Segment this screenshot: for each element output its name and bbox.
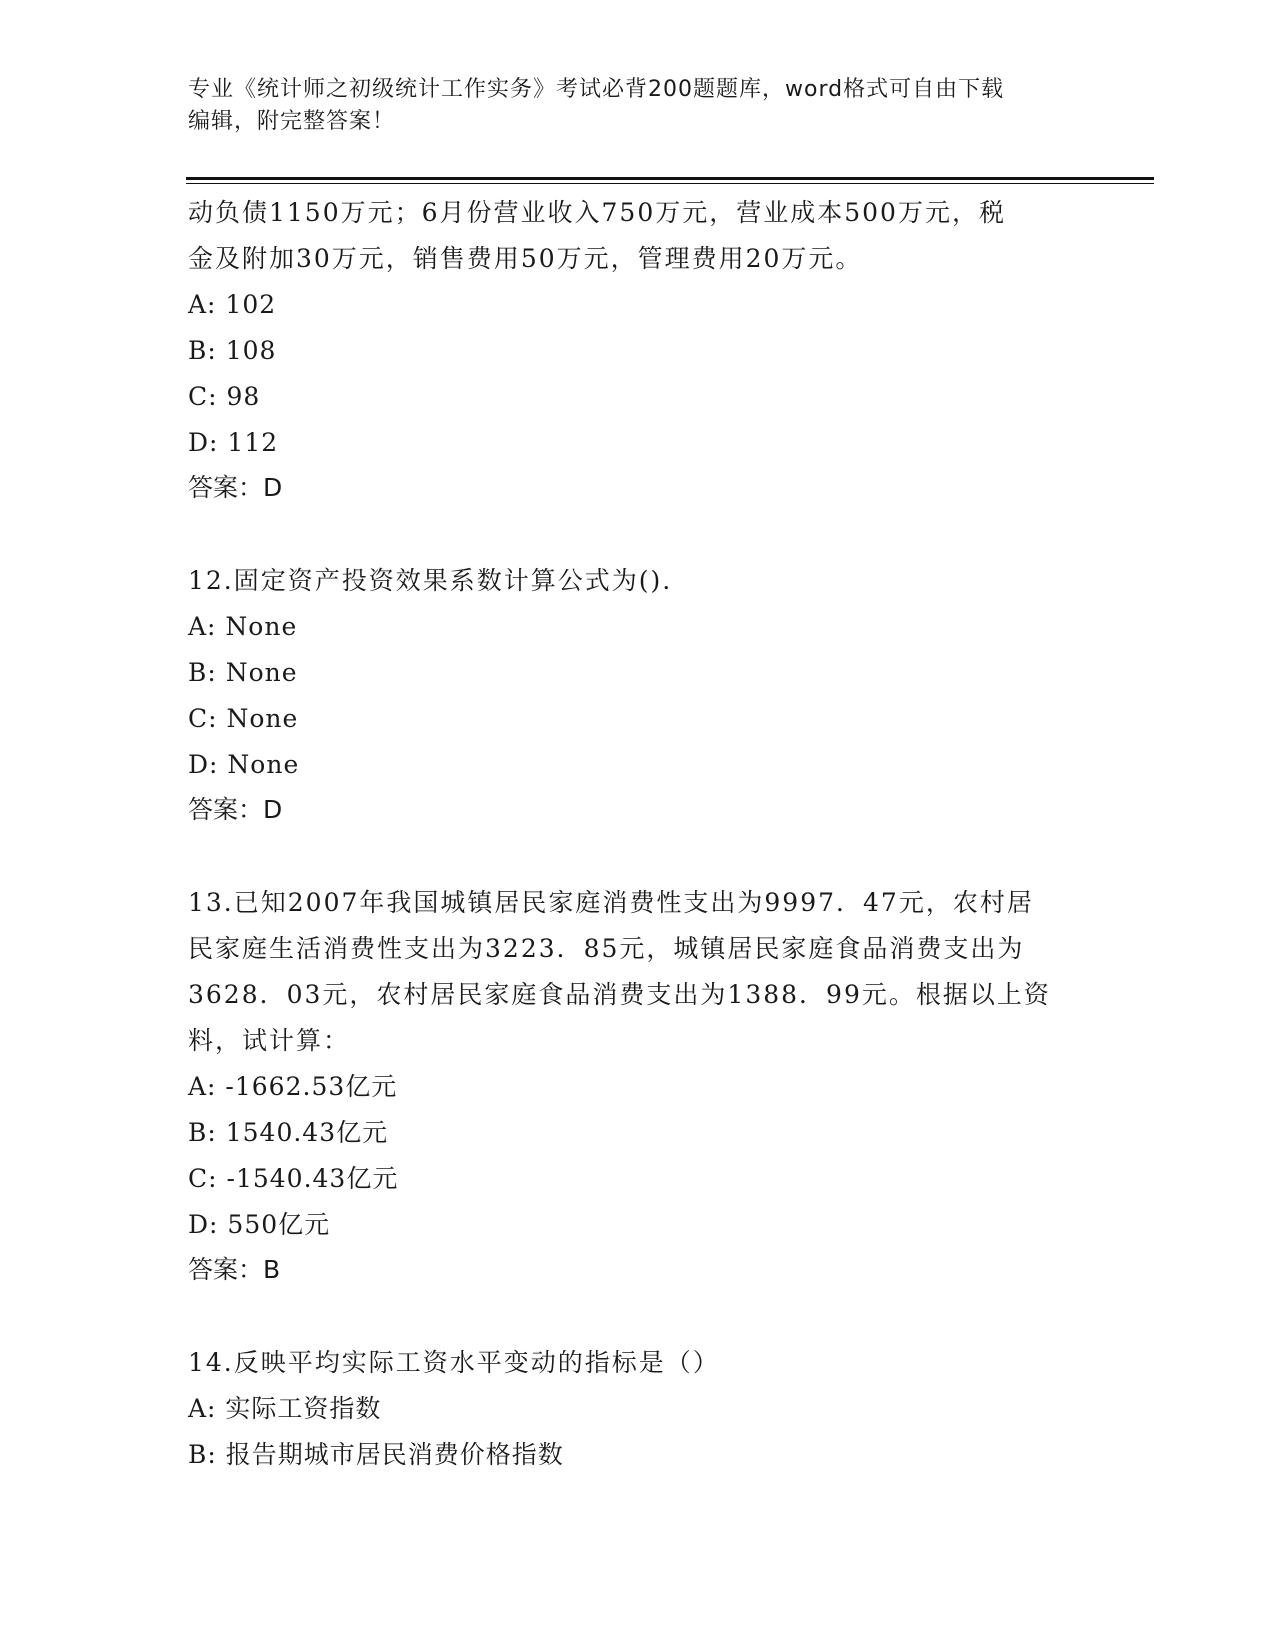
question-12	[188, 558, 1088, 832]
question-14	[188, 1340, 1088, 1478]
option-a: A: None	[188, 612, 298, 641]
option-c: C: -1540.43亿元	[188, 1164, 399, 1193]
header-rule-thin	[186, 183, 1154, 184]
question-text-line: 3628．03元，农村居民家庭食品消费支出为1388．99元。根据以上资	[188, 980, 1051, 1009]
option-a: A: -1662.53亿元	[188, 1072, 398, 1101]
option-c: C: 98	[188, 382, 261, 411]
question-text-line: 民家庭生活消费性支出为3223．85元，城镇居民家庭食品消费支出为	[188, 934, 1025, 963]
spacer	[188, 832, 1088, 880]
option-b: B: 报告期城市居民消费价格指数	[188, 1440, 564, 1469]
question-title: 12.固定资产投资效果系数计算公式为().	[188, 566, 673, 595]
question-text-line: 金及附加30万元，销售费用50万元，管理费用20万元。	[188, 244, 863, 273]
question-text-line: 动负债1150万元；6月份营业收入750万元，营业成本500万元，税	[188, 198, 1006, 227]
header-rule-thick	[186, 177, 1154, 180]
header-line-1: 专业《统计师之初级统计工作实务》考试必背200题题库，word格式可自由下载	[188, 77, 1005, 102]
option-d: D: 112	[188, 428, 279, 457]
question-text-line: 13.已知2007年我国城镇居民家庭消费性支出为9997．47元，农村居	[188, 888, 1034, 917]
question-text-line: 料，试计算：	[188, 1026, 351, 1055]
option-c: C: None	[188, 704, 299, 733]
document-header	[188, 74, 1088, 138]
question-13	[188, 880, 1088, 1292]
spacer	[188, 1292, 1088, 1340]
question-11-tail	[188, 190, 1088, 510]
option-b: B: None	[188, 658, 298, 687]
option-a: A: 102	[188, 290, 277, 319]
option-a: A: 实际工资指数	[188, 1394, 382, 1423]
option-d: D: None	[188, 750, 300, 779]
question-title: 14.反映平均实际工资水平变动的指标是（）	[188, 1348, 720, 1377]
spacer	[188, 510, 1088, 558]
option-b: B: 1540.43亿元	[188, 1118, 389, 1147]
document-body	[188, 190, 1088, 1478]
answer-line: 答案：B	[188, 1255, 281, 1284]
answer-line: 答案：D	[188, 795, 283, 824]
option-d: D: 550亿元	[188, 1210, 331, 1239]
option-b: B: 108	[188, 336, 277, 365]
header-line-2: 编辑，附完整答案！	[188, 109, 396, 134]
answer-line: 答案：D	[188, 473, 283, 502]
